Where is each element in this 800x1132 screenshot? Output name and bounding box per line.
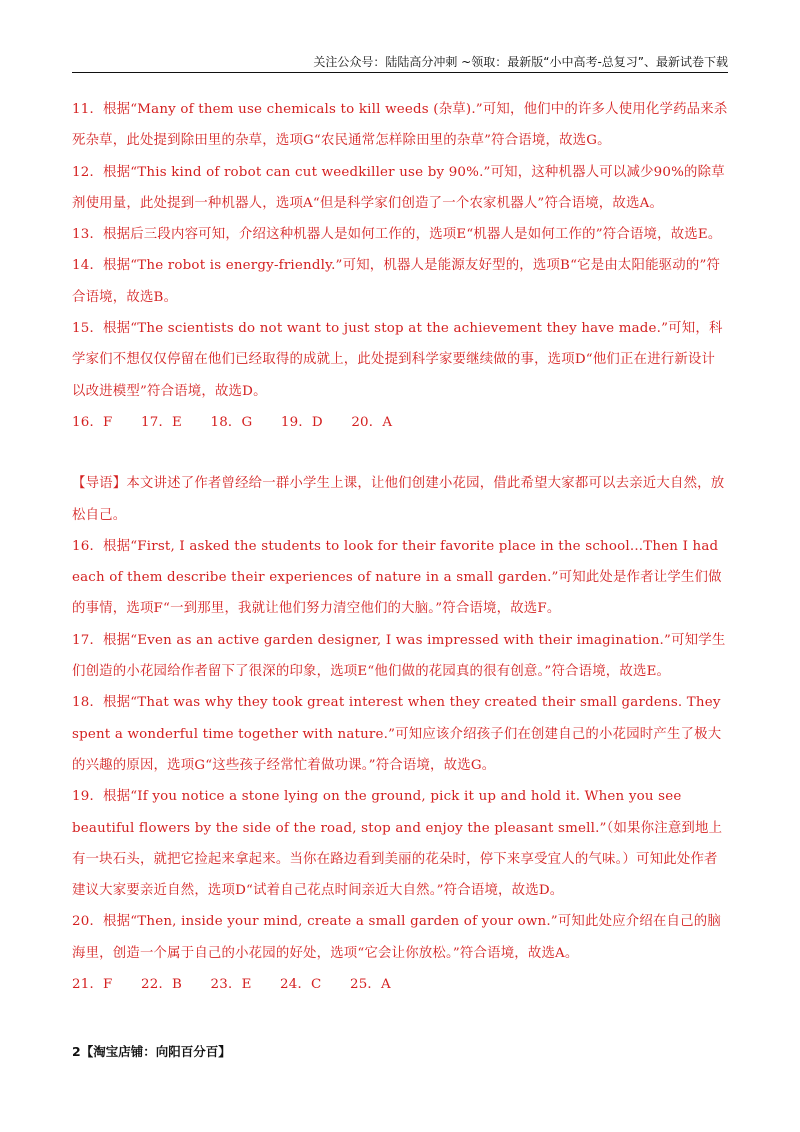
- answer-row-21-25: [72, 969, 728, 1000]
- answer-23: 23．E: [210, 977, 252, 993]
- answer-row-16-20: [72, 407, 728, 438]
- explanation-15: 15．根据“The scientists do not want to just stop at the achievement they have made.”可知，科学家们不想仅仅停留在他们已经取得的成就上，此处提到科学家要继续做的事，选项D“他们正在进行新设计以改进模型”符合语境，故选D。: [72, 321, 723, 399]
- answer-25: 25．A: [349, 977, 391, 993]
- answer-22: 22．B: [141, 977, 183, 993]
- explanation-18b: 18．根据“That was why they took great interest when they created their small gardens. They spent a wonderful time together with nature.”可知应该介绍孩子们在创建自己的小花园时产生了极大的兴趣的原因，选项G“这些孩子经常忙着做功课。”符合语境，故选G。: [72, 695, 722, 773]
- document-body: [72, 94, 728, 1000]
- explanation-13: 13．根据后三段内容可知，介绍这种机器人是如何工作的，选项E“机器人是如何工作的”符合语境，故选E。: [72, 227, 722, 243]
- page-footer: 2【淘宝店铺：向阳百分百】: [72, 1044, 231, 1059]
- explanation-11: 11．根据“Many of them use chemicals to kill weeds (杂草).”可知，他们中的许多人使用化学药品来杀死杂草，此处提到除田里的杂草，选项G“农民通常怎样除田里的杂草”符合语境，故选G。: [72, 102, 728, 149]
- explanation-12: 12．根据“This kind of robot can cut weedkiller use by 90%.”可知，这种机器人可以减少90%的除草剂使用量，此处提到一种机器人，选项A“但是科学家们创造了一个农家机器人”符合语境，故选A。: [72, 164, 725, 211]
- answer-24: 24．C: [280, 977, 322, 993]
- header-divider: [72, 72, 728, 73]
- answer-19: 19．D: [280, 414, 323, 430]
- answer-18: 18．G: [210, 414, 253, 430]
- answer-17: 17．E: [141, 414, 183, 430]
- explanation-20b: 20．根据“Then, inside your mind, create a small garden of your own.”可知此处应介绍在自己的脑海里，创造一个属于自己的小花园的好处，选项“它会让你放松。”符合语境，故选A。: [72, 914, 721, 961]
- explanation-19b: 19．根据“If you notice a stone lying on the ground, pick it up and hold it. When you see beautiful flowers by the side of the road, stop and enjoy the pleasant smell.”（如果你注意到地上有一块石头，就把它捡起来拿起来。当你在路边看到美丽的花朵时，停下来享受宜人的气味。）可知此处作者建议大家要亲近自然，选项D“试着自己花点时间亲近大自然。”符合语境，故选D。: [72, 789, 723, 899]
- section-gap: [72, 438, 728, 468]
- explanation-14: 14．根据“The robot is energy-friendly.”可知，机器人是能源友好型的，选项B“它是由太阳能驱动的”符合语境，故选B。: [72, 258, 721, 305]
- explanation-16b: 16．根据“First, I asked the students to look for their favorite place in the school...Then I had each of them describe their experiences of nature in a small garden.”可知此处是作者让学生们做的事情，选项F“一到那里，我就让他们努力清空他们的大脑。”符合语境，故选F。: [72, 538, 722, 617]
- answer-16: 16．F: [72, 414, 113, 430]
- answer-21: 21．F: [72, 977, 113, 993]
- guide-paragraph: 【导语】本文讲述了作者曾经给一群小学生上课，让他们创建小花园，借此希望大家都可以去亲近大自然，放松自己。: [72, 476, 725, 523]
- page-header: 关注公众号：陆陆高分冲刺 ~领取：最新版“小中高考-总复习”、最新试卷下载: [313, 55, 728, 69]
- explanation-17b: 17．根据“Even as an active garden designer, I was impressed with their imagination.”可知学生们创造的小花园给作者留下了很深的印象，选项E“他们做的花园真的很有创意。”符合语境，故选E。: [72, 632, 726, 680]
- answer-20: 20．A: [351, 414, 393, 430]
